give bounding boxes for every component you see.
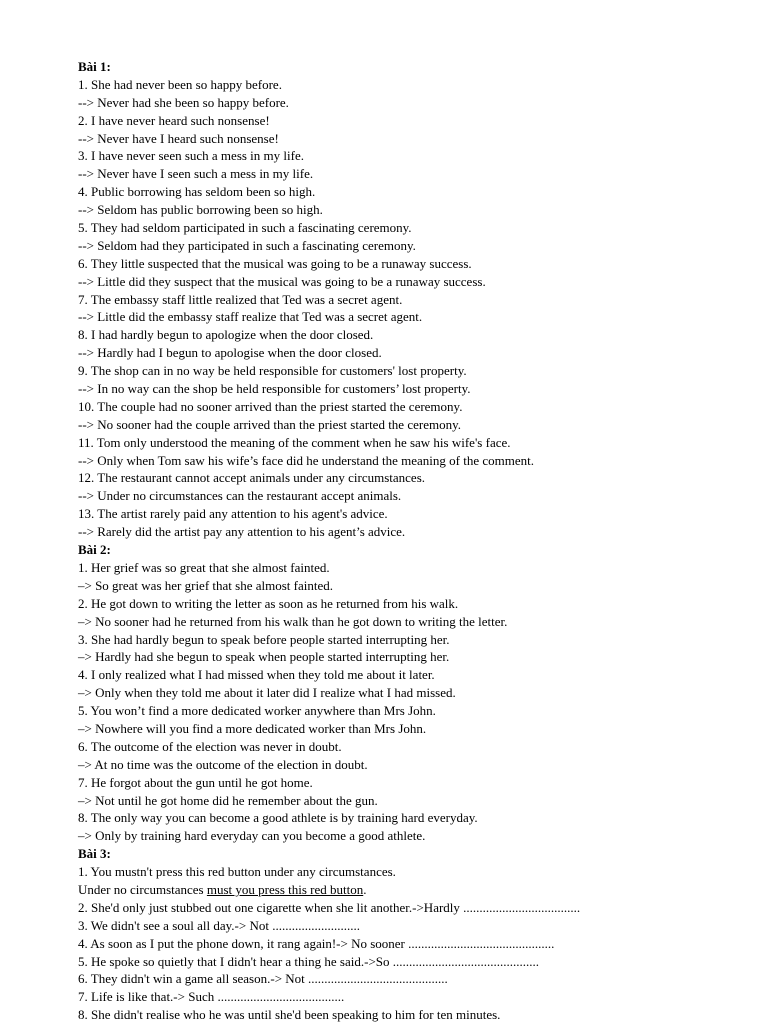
answer-prefix: Under no circumstances bbox=[78, 881, 207, 897]
answer-line bbox=[78, 881, 748, 899]
section-heading-3: Bài 3: bbox=[78, 846, 111, 862]
exercise-line: 12. The restaurant cannot accept animals under any circumstances. bbox=[78, 470, 426, 486]
exercise-line: 3. We didn't see a soul all day.-> Not ........................... bbox=[78, 917, 360, 933]
exercise-line: 4. As soon as I put the phone down, it rang again!-> No sooner ............................................. bbox=[78, 935, 555, 951]
section-3-lines bbox=[78, 899, 748, 1024]
exercise-line: 7. The embassy staff little realized that Ted was a secret agent. bbox=[78, 291, 403, 307]
answer-suffix: . bbox=[363, 881, 367, 897]
exercise-line: 9. The shop can in no way be held responsible for customers' lost property. bbox=[78, 363, 467, 379]
exercise-line: --> Hardly had I begun to apologise when the door closed. bbox=[78, 345, 382, 361]
exercise-line: 10. The couple had no sooner arrived than the priest started the ceremony. bbox=[78, 398, 463, 414]
section-heading-2: Bài 2: bbox=[78, 542, 111, 558]
exercise-line: --> In no way can the shop be held responsible for customers’ lost property. bbox=[78, 381, 471, 397]
exercise-line: 6. They didn't win a game all season.-> Not ........................................... bbox=[78, 971, 448, 987]
exercise-line: --> Rarely did the artist pay any attention to his agent’s advice. bbox=[78, 524, 406, 540]
exercise-line: --> No sooner had the couple arrived than the priest started the ceremony. bbox=[78, 416, 461, 432]
exercise-line: –> So great was her grief that she almost fainted. bbox=[78, 577, 333, 593]
exercise-line: –> Only by training hard everyday can you become a good athlete. bbox=[78, 828, 426, 844]
exercise-line: 7. Life is like that.-> Such ....................................... bbox=[78, 989, 345, 1005]
exercise-line: –> Nowhere will you find a more dedicated worker than Mrs John. bbox=[78, 720, 427, 736]
exercise-line: 1. Her grief was so great that she almost fainted. bbox=[78, 559, 330, 575]
exercise-line: 5. He spoke so quietly that I didn't hear a thing he said.->So ............................................. bbox=[78, 953, 540, 969]
exercise-line: --> Seldom had they participated in such a fascinating ceremony. bbox=[78, 237, 416, 253]
exercise-line: 8. I had hardly begun to apologize when the door closed. bbox=[78, 327, 374, 343]
exercise-line: --> Never have I heard such nonsense! bbox=[78, 130, 279, 146]
exercise-line: 8. She didn't realise who he was until she'd been speaking to him for ten minutes. bbox=[78, 1007, 501, 1023]
exercise-line: --> Never have I seen such a mess in my life. bbox=[78, 166, 314, 182]
exercise-line: 2. She'd only just stubbed out one cigarette when she lit another.->Hardly .................................... bbox=[78, 899, 581, 915]
section-2-lines bbox=[78, 559, 748, 845]
exercise-line: --> Little did they suspect that the musical was going to be a runaway success. bbox=[78, 273, 486, 289]
exercise-line: 8. The only way you can become a good athlete is by training hard everyday. bbox=[78, 810, 478, 826]
exercise-line: –> Hardly had she begun to speak when people started interrupting her. bbox=[78, 649, 450, 665]
exercise-line: 7. He forgot about the gun until he got home. bbox=[78, 774, 313, 790]
section-heading-1: Bài 1: bbox=[78, 59, 111, 74]
exercise-line: 4. I only realized what I had missed when they told me about it later. bbox=[78, 667, 435, 683]
exercise-line: 4. Public borrowing has seldom been so high. bbox=[78, 184, 316, 200]
exercise-line: --> Little did the embassy staff realize that Ted was a secret agent. bbox=[78, 309, 423, 325]
exercise-line: 5. You won’t find a more dedicated worker anywhere than Mrs John. bbox=[78, 703, 436, 719]
section-1-lines bbox=[78, 76, 748, 541]
exercise-line: 11. Tom only understood the meaning of the comment when he saw his wife's face. bbox=[78, 434, 511, 450]
exercise-line: 3. She had hardly begun to speak before people started interrupting her. bbox=[78, 631, 450, 647]
exercise-line: 6. They little suspected that the musical was going to be a runaway success. bbox=[78, 255, 472, 271]
exercise-line: –> At no time was the outcome of the election in doubt. bbox=[78, 756, 368, 772]
answer-underlined: must you press this red button bbox=[206, 881, 364, 897]
exercise-line: 3. I have never seen such a mess in my life. bbox=[78, 148, 304, 164]
exercise-line: 5. They had seldom participated in such a fascinating ceremony. bbox=[78, 220, 412, 236]
exercise-line: 6. The outcome of the election was never in doubt. bbox=[78, 738, 342, 754]
exercise-line: 2. He got down to writing the letter as soon as he returned from his walk. bbox=[78, 595, 459, 611]
exercise-line: --> Only when Tom saw his wife’s face did he understand the meaning of the comment. bbox=[78, 452, 535, 468]
exercise-line: –> No sooner had he returned from his walk than he got down to writing the letter. bbox=[78, 613, 508, 629]
exercise-line: --> Under no circumstances can the restaurant accept animals. bbox=[78, 488, 402, 504]
document-body bbox=[78, 58, 748, 1024]
exercise-line: –> Only when they told me about it later did I realize what I had missed. bbox=[78, 685, 456, 701]
exercise-line: --> Never had she been so happy before. bbox=[78, 94, 289, 110]
exercise-line: 13. The artist rarely paid any attention to his agent's advice. bbox=[78, 506, 388, 522]
exercise-line: 2. I have never heard such nonsense! bbox=[78, 112, 270, 128]
exercise-line: 1. She had never been so happy before. bbox=[78, 76, 282, 92]
exercise-line: --> Seldom has public borrowing been so high. bbox=[78, 202, 323, 218]
exercise-line: 1. You mustn't press this red button under any circumstances. bbox=[78, 864, 396, 880]
exercise-line: –> Not until he got home did he remember about the gun. bbox=[78, 792, 378, 808]
